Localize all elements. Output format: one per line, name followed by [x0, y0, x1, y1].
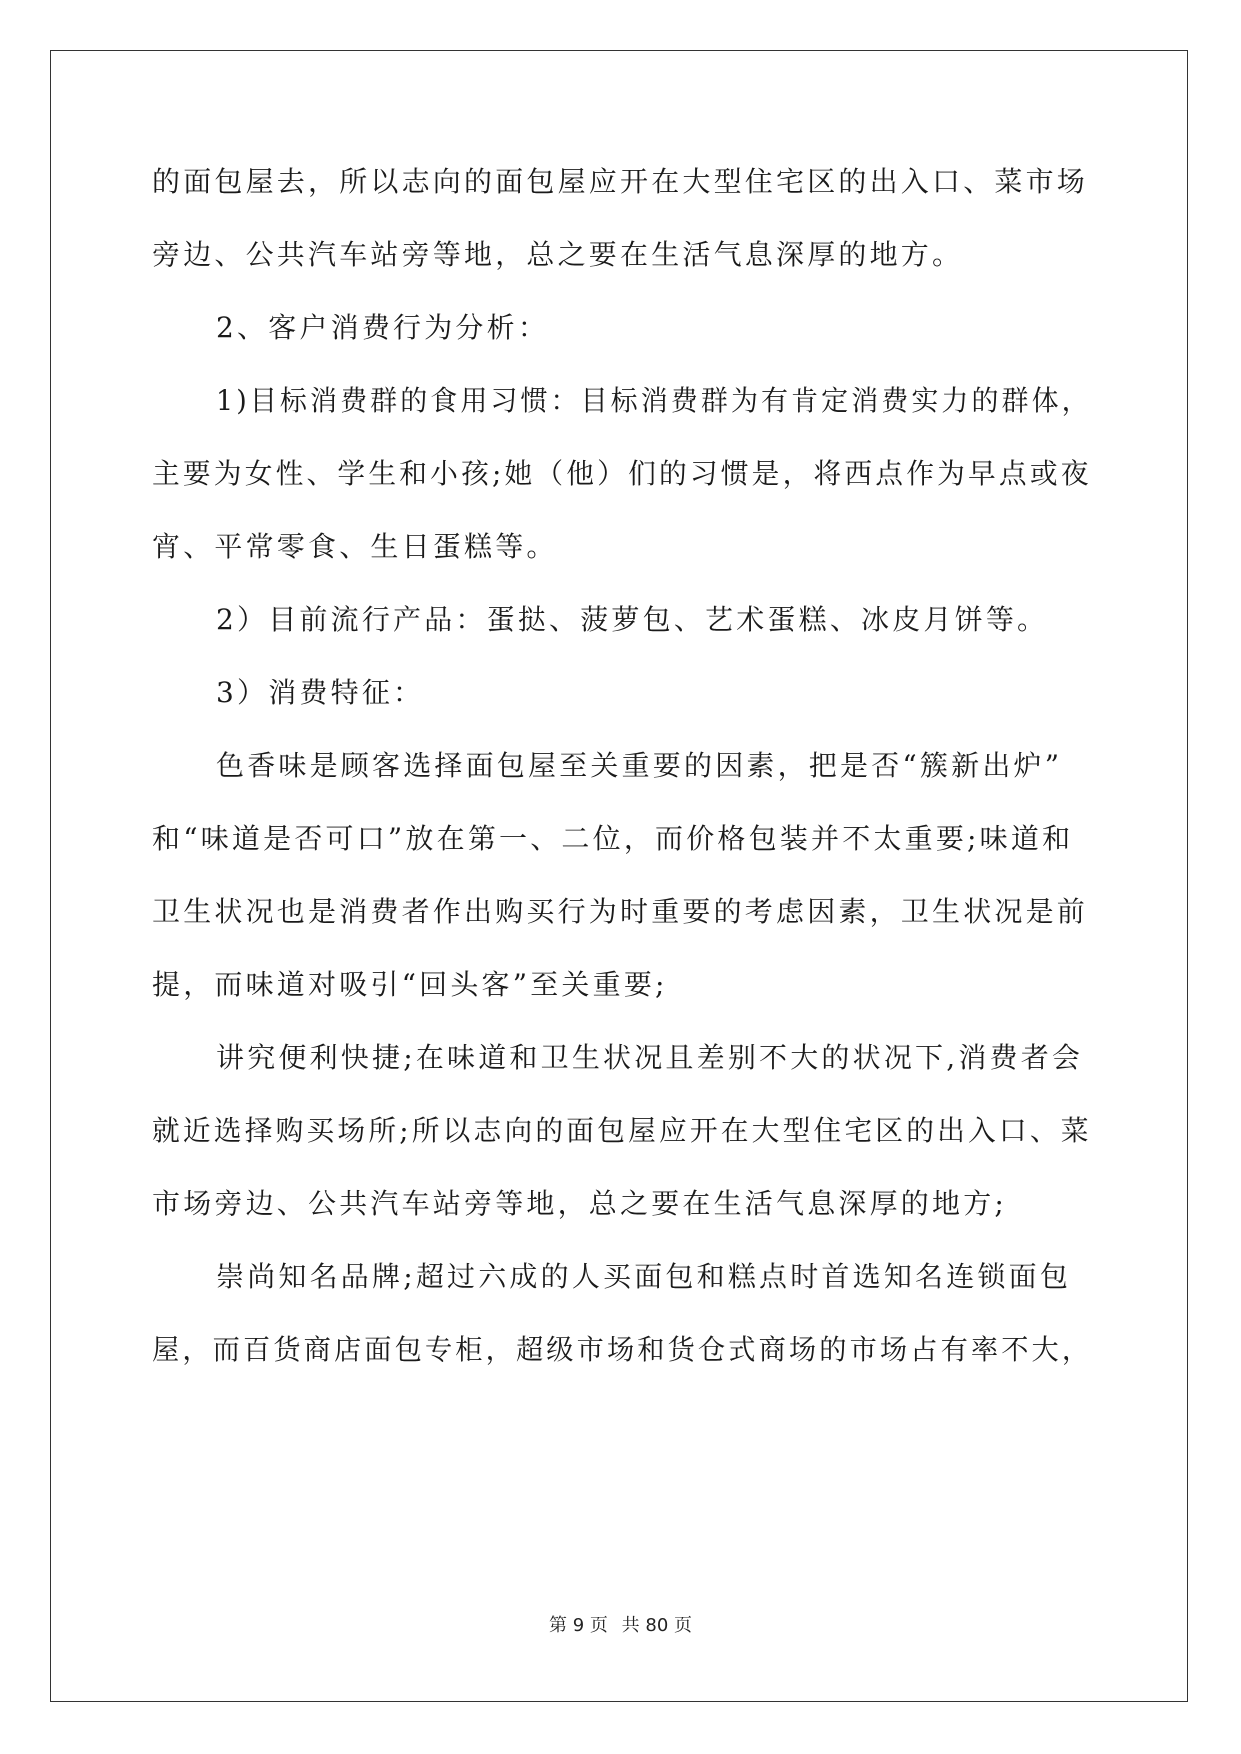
text-line: 讲究便利快捷;在味道和卫生状况且差别不大的状况下,消费者会: [216, 1041, 1084, 1074]
text-line: 和“味道是否可口”放在第一、二位，而价格包装并不太重要;味道和: [152, 822, 1074, 855]
text-line: 卫生状况也是消费者作出购买行为时重要的考虑因素，卫生状况是前: [152, 895, 1089, 928]
total-pages: 共 80 页: [621, 1615, 692, 1636]
subsection-heading: 3）消费特征：: [216, 676, 425, 709]
text-line: 崇尚知名品牌;超过六成的人买面包和糕点时首选知名连锁面包: [216, 1260, 1072, 1293]
text-line: 主要为女性、学生和小孩;她（他）们的习惯是，将西点作为早点或夜: [152, 457, 1092, 490]
text-line: 就近选择购买场所;所以志向的面包屋应开在大型住宅区的出入口、菜: [152, 1114, 1092, 1147]
page-footer: [0, 1614, 1241, 1638]
text-line: 2）目前流行产品：蛋挞、菠萝包、艺术蛋糕、冰皮月饼等。: [216, 603, 1049, 636]
text-line: 色香味是顾客选择面包屋至关重要的因素，把是否“簇新出炉”: [216, 749, 1063, 782]
page-border: [50, 50, 1188, 1702]
page-number: 第 9 页: [549, 1615, 608, 1636]
text-line: 宵、平常零食、生日蛋糕等。: [152, 530, 558, 563]
text-line: 屋，而百货商店面包专柜，超级市场和货仓式商场的市场占有率不大，: [152, 1333, 1093, 1366]
section-heading: 2、客户消费行为分析：: [216, 311, 550, 344]
text-line: 提，而味道对吸引“回头客”至关重要;: [152, 968, 668, 1001]
text-line: 的面包屋去，所以志向的面包屋应开在大型住宅区的出入口、菜市场: [152, 165, 1089, 198]
text-line: 市场旁边、公共汽车站旁等地，总之要在生活气息深厚的地方;: [152, 1187, 1008, 1220]
text-line: 旁边、公共汽车站旁等地，总之要在生活气息深厚的地方。: [152, 238, 964, 271]
text-line: 1)目标消费群的食用习惯：目标消费群为有肯定消费实力的群体，: [216, 384, 1092, 417]
